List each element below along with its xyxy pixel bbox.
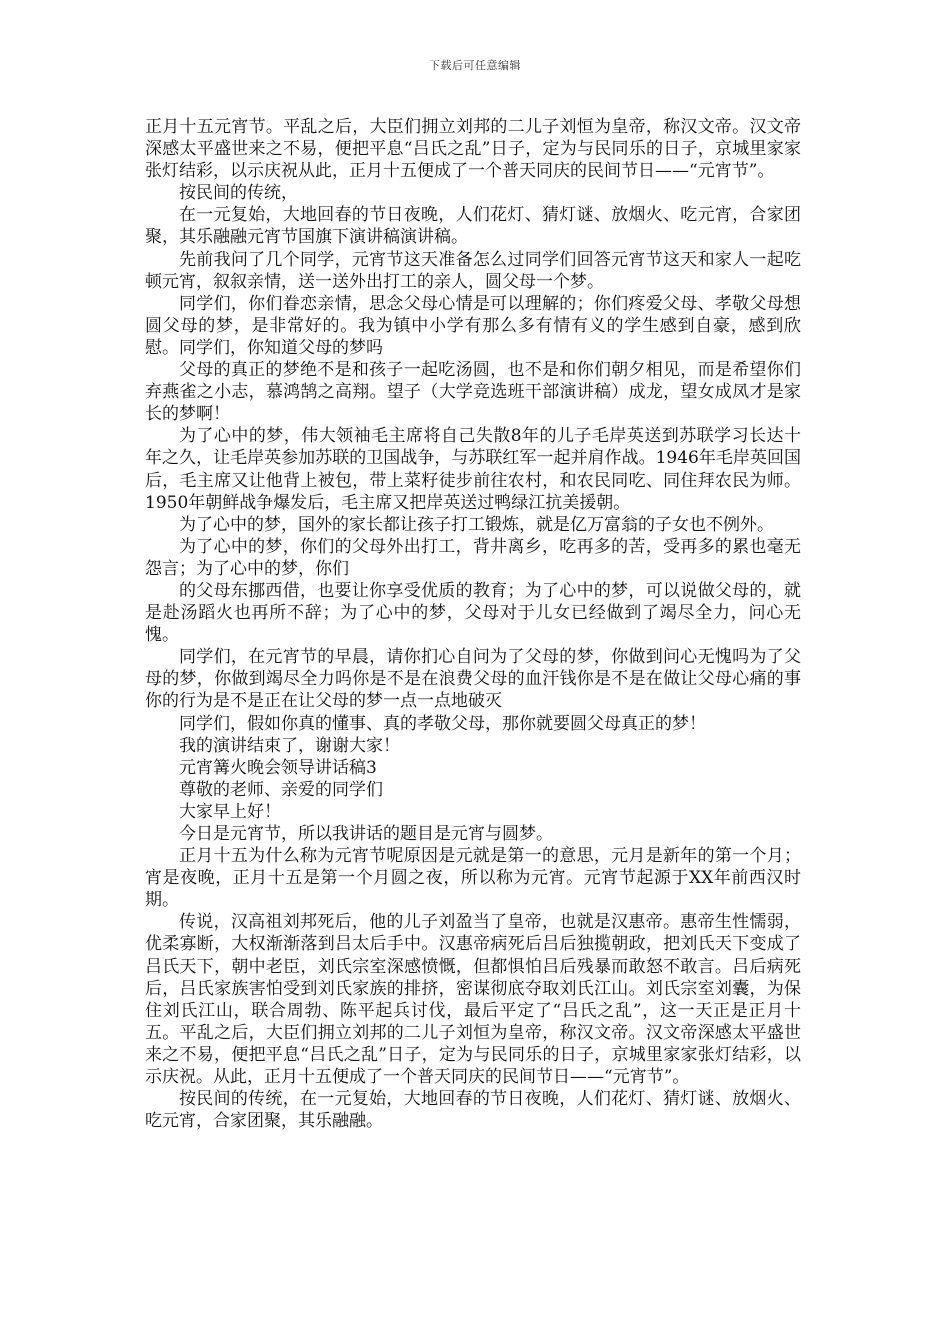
paragraph-8: 为了心中的梦，国外的家长都让孩子打工锻炼，就是亿万富翁的子女也不例外。 [179,514,774,535]
paragraph-6: 父母的真正的梦绝不是和孩子一起吃汤圆，也不是和你们朝夕相见，而是希望你们弃燕雀之小志，慕鸿鹄之高翔。望子（大学竞选班干部演讲稿）成龙，望女成凤才是家长的梦啊！ [145,360,801,425]
paragraph-17: 今日是元宵节，所以我讲话的题目是元宵与圆梦。 [179,824,553,844]
paragraph-12: 同学们，假如你真的懂事、真的孝敬父母，那你就要圆父母真正的梦！ [179,713,706,734]
page-header-note: 下载后可任意编辑 [429,59,521,72]
paragraph-2: 按民间的传统， [179,183,298,204]
paragraph-20: 按民间的传统，在一元复始，大地回春的节日夜晚，人们花灯、猜灯谜、放烟火、吃元宵，合家团聚，其乐融融。 [145,1089,801,1132]
document-body [145,116,801,1132]
paragraph-13: 我的演讲结束了，谢谢大家！ [179,735,400,756]
paragraph-18: 正月十五为什么称为元宵节呢原因是元就是第一的意思，元月是新年的第一个月；宵是夜晚，正月十五是第一个月圆之夜，所以称为元宵。元宵节起源于XX年前西汉时期。 [145,846,801,911]
paragraph-10: 的父母东挪西借，也要让你享受优质的教育；为了心中的梦，可以说做父母的，就是赴汤蹈火也再所不辞；为了心中的梦，父母对于儿女已经做到了竭尽全力，问心无愧。 [145,580,801,646]
paragraph-11: 同学们，在元宵节的早晨，请你扪心自问为了父母的梦，你做到问心无愧吗为了父母的梦，你做到竭尽全力吗你是不是在浪费父母的血汗钱你是不是在做让父母心痛的事你的行为是不是正在让父母的梦一点一点地破灭 [145,647,801,712]
paragraph-3: 在一元复始，大地回春的节日夜晚，人们花灯、猜灯谜、放烟火、吃元宵，合家团聚，其乐融融元宵节国旗下演讲稿演讲稿。 [145,205,801,248]
paragraph-5: 同学们，你们眷恋亲情，思念父母心情是可以理解的；你们疼爱父母、孝敬父母想圆父母的梦，是非常好的。我为镇中小学有那么多有情有义的学生感到自豪，感到欣慰。同学们，你知道父母的梦吗 [145,293,801,358]
salutation: 尊敬的老师、亲爱的同学们 [179,779,383,800]
paragraph-9: 为了心中的梦，你们的父母外出打工，背井离乡，吃再多的苦，受再多的累也毫无怨言；为了心中的梦，你们 [145,536,801,579]
paragraph-7: 为了心中的梦，伟大领袖毛主席将自己失散8年的儿子毛岸英送到苏联学习长达十年之久，让毛岸英参加苏联的卫国战争，与苏联红军一起并肩作战。1946年毛岸英回国后，毛主席又让他背上被包，带上菜籽徒步前往农村，和农民同吃、同住拜农民为师。1950年朝鲜战争爆发后，毛主席又把岸英送过鸭绿江抗美援朝。 [145,426,801,513]
paragraph-19: 传说，汉高祖刘邦死后，他的儿子刘盈当了皇帝，也就是汉惠帝。惠帝生性懦弱，优柔寡断，大权渐渐落到吕太后手中。汉惠帝病死后吕后独揽朝政，把刘氏天下变成了吕氏天下，朝中老臣，刘氏宗室深感愤慨，但都惧怕吕后残暴而敢怒不敢言。吕后病死后，吕氏家族害怕受到刘氏家族的排挤，密谋彻底夺取刘氏江山。刘氏宗室刘囊，为保住刘氏江山，联合周勃、陈平起兵讨伐，最后平定了“吕氏之乱”，这一天正是正月十五。平乱之后，大臣们拥立刘邦的二儿子刘恒为皇帝，称汉文帝。汉文帝深感太平盛世来之不易，便把平息“吕氏之乱”日子，定为与民同乐的日子，京城里家家张灯结彩，以示庆祝。从此，正月十五便成了一个普天同庆的民间节日——“元宵节”。 [145,912,801,1088]
paragraph-1: 正月十五元宵节。平乱之后，大臣们拥立刘邦的二儿子刘恒为皇帝，称汉文帝。汉文帝深感太平盛世来之不易，便把平息“吕氏之乱”日子，定为与民同乐的日子，京城里家家张灯结彩，以示庆祝从此，正月十五便成了一个普天同庆的民间节日——“元宵节”。 [145,117,801,182]
paragraph-4: 先前我问了几个同学，元宵节这天准备怎么过同学们回答元宵节这天和家人一起吃顿元宵，叙叙亲情，送一送外出打工的亲人，圆父母一个梦。 [145,249,801,292]
greeting: 大家早上好！ [179,801,281,822]
section-title: 元宵篝火晚会领导讲话稿3 [179,757,377,778]
